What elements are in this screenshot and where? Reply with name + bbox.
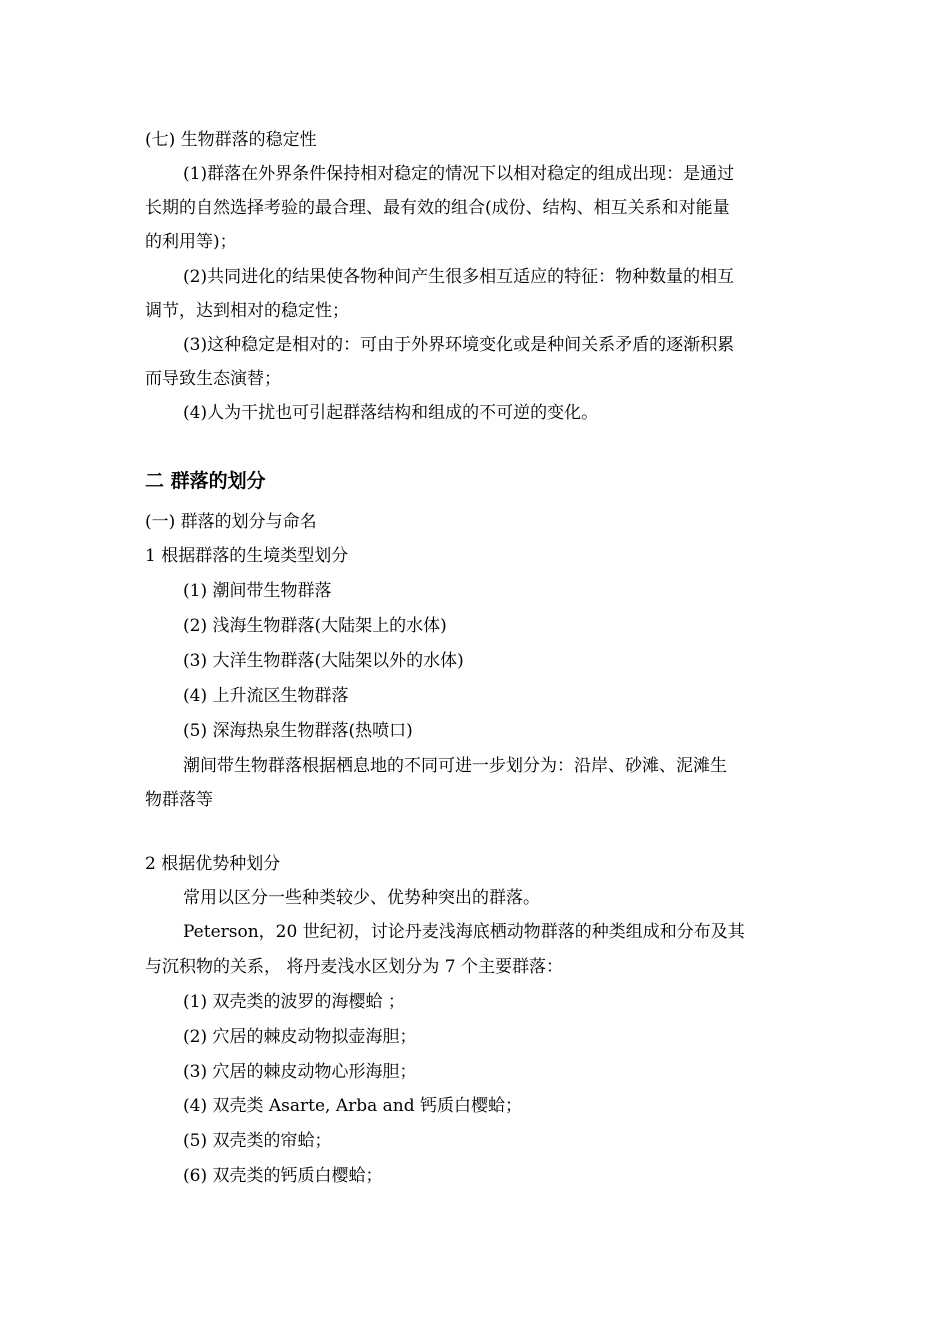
list-item: (2) 浅海生物群落(大陆架上的水体) xyxy=(183,616,447,636)
paragraph-2-line-2: 调节，达到相对的稳定性； xyxy=(145,301,349,321)
paragraph-3-line-1: (3)这种稳定是相对的：可由于外界环境变化或是种间关系矛盾的逐渐积累 xyxy=(183,335,735,355)
list-item: (5) 深海热泉生物群落(热喷口) xyxy=(183,721,413,741)
dominant-description: 常用以区分一些种类较少、优势种突出的群落。 xyxy=(183,888,540,908)
paragraph-1-line-3: 的利用等)； xyxy=(145,232,237,252)
peterson-line-1: Peterson，20 世纪初，讨论丹麦浅海底栖动物群落的种类组成和分布及其 xyxy=(183,922,745,942)
list-item: (1) 潮间带生物群落 xyxy=(183,581,332,601)
list-item: (3) 大洋生物群落(大陆架以外的水体) xyxy=(183,651,464,671)
paragraph-1-line-2: 长期的自然选择考验的最合理、最有效的组合(成份、结构、相互关系和对能量 xyxy=(145,198,730,218)
peterson-line-2: 与沉积物的关系， 将丹麦浅水区划分为 7 个主要群落： xyxy=(145,957,564,977)
paragraph-2-line-1: (2)共同进化的结果使各物种间产生很多相互适应的特征：物种数量的相互 xyxy=(183,267,735,287)
list-item: (3) 穴居的棘皮动物心形海胆； xyxy=(183,1062,417,1082)
section-7-title: (七) 生物群落的稳定性 xyxy=(145,130,317,150)
paragraph-4: (4)人为干扰也可引起群落结构和组成的不可逆的变化。 xyxy=(183,403,599,423)
list-item: (2) 穴居的棘皮动物拟壶海胆； xyxy=(183,1027,417,1047)
list-item: (5) 双壳类的帘蛤； xyxy=(183,1131,332,1151)
habitat-heading: 1 根据群落的生境类型划分 xyxy=(145,546,349,566)
list-item: (1) 双壳类的波罗的海樱蛤 ； xyxy=(183,992,405,1012)
list-item: (6) 双壳类的钙质白樱蛤； xyxy=(183,1166,383,1186)
paragraph-3-line-2: 而导致生态演替； xyxy=(145,369,281,389)
list-item: (4) 双壳类 Asarte, Arba and 钙质白樱蛤； xyxy=(183,1096,523,1116)
section-heading: 二 群落的划分 xyxy=(145,470,266,492)
intertidal-line-1: 潮间带生物群落根据栖息地的不同可进一步划分为：沿岸、砂滩、泥滩生 xyxy=(183,756,727,776)
list-item: (4) 上升流区生物群落 xyxy=(183,686,349,706)
dominant-heading: 2 根据优势种划分 xyxy=(145,854,281,874)
paragraph-1-line-1: (1)群落在外界条件保持相对稳定的情况下以相对稳定的组成出现：是通过 xyxy=(183,164,735,184)
intertidal-line-2: 物群落等 xyxy=(145,790,213,810)
subsection-title: (一) 群落的划分与命名 xyxy=(145,512,317,532)
